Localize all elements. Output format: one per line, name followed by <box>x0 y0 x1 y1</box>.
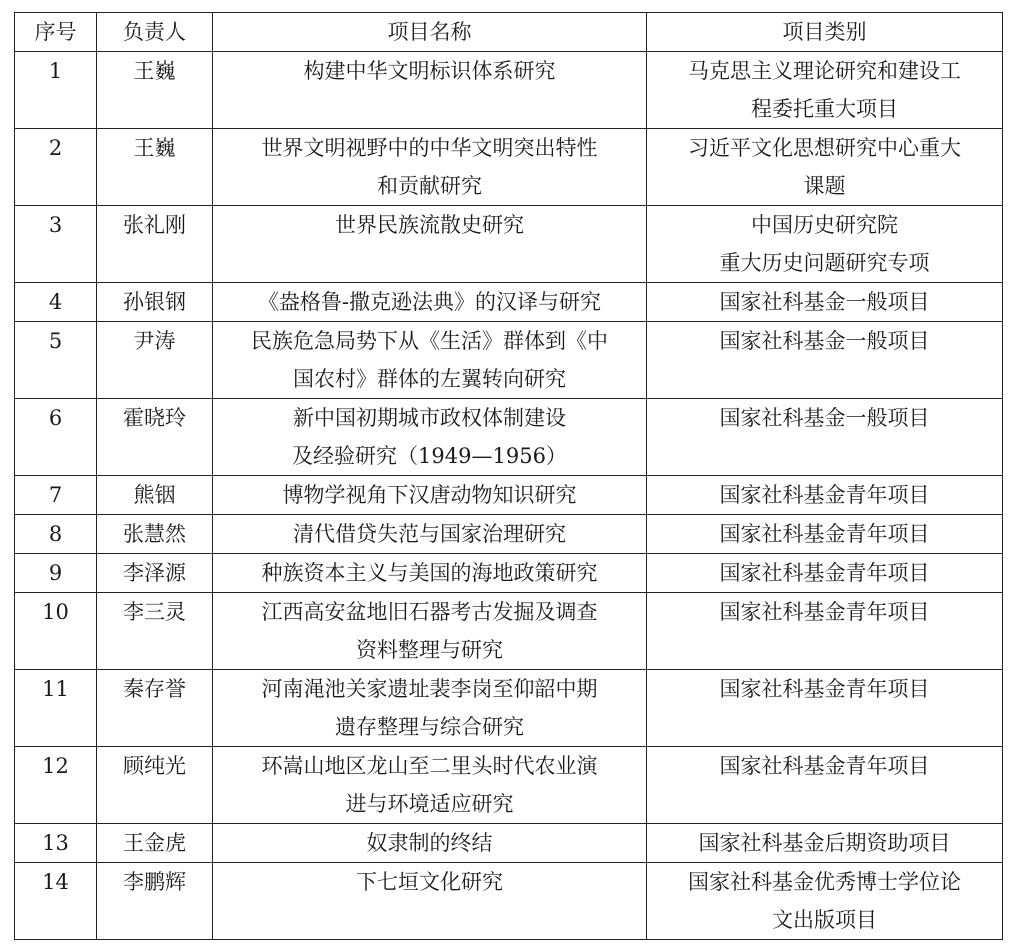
cell-project-type: 中国历史研究院 重大历史问题研究专项 <box>647 206 1003 283</box>
cell-no: 10 <box>15 593 97 670</box>
header-no: 序号 <box>15 13 97 52</box>
cell-lead: 李鹏辉 <box>97 863 213 940</box>
cell-project-type: 国家社科基金优秀博士学位论 文出版项目 <box>647 863 1003 940</box>
cell-project-name: 民族危急局势下从《生活》群体到《中 国农村》群体的左翼转向研究 <box>213 322 647 399</box>
cell-project-type: 国家社科基金青年项目 <box>647 593 1003 670</box>
table-row <box>15 283 1003 322</box>
cell-project-name: 世界文明视野中的中华文明突出特性 和贡献研究 <box>213 129 647 206</box>
header-row <box>15 13 1003 52</box>
cell-lead: 张礼刚 <box>97 206 213 283</box>
table-row <box>15 129 1003 206</box>
cell-project-name: 新中国初期城市政权体制建设 及经验研究（1949—1956） <box>213 399 647 476</box>
cell-lead: 熊铟 <box>97 476 213 515</box>
cell-project-name: 奴隶制的终结 <box>213 824 647 863</box>
cell-project-type: 国家社科基金青年项目 <box>647 747 1003 824</box>
table-row <box>15 670 1003 747</box>
cell-no: 13 <box>15 824 97 863</box>
table-row <box>15 747 1003 824</box>
cell-project-name: 《盎格鲁-撒克逊法典》的汉译与研究 <box>213 283 647 322</box>
cell-lead: 王金虎 <box>97 824 213 863</box>
table-row <box>15 554 1003 593</box>
cell-project-type: 国家社科基金青年项目 <box>647 554 1003 593</box>
cell-project-type: 习近平文化思想研究中心重大 课题 <box>647 129 1003 206</box>
cell-lead: 王巍 <box>97 129 213 206</box>
cell-lead: 孙银钢 <box>97 283 213 322</box>
cell-no: 7 <box>15 476 97 515</box>
cell-lead: 霍晓玲 <box>97 399 213 476</box>
cell-lead: 李三灵 <box>97 593 213 670</box>
cell-project-type: 国家社科基金青年项目 <box>647 515 1003 554</box>
cell-project-type: 国家社科基金青年项目 <box>647 476 1003 515</box>
cell-no: 4 <box>15 283 97 322</box>
table-row <box>15 824 1003 863</box>
cell-project-type: 国家社科基金后期资助项目 <box>647 824 1003 863</box>
cell-no: 6 <box>15 399 97 476</box>
cell-no: 2 <box>15 129 97 206</box>
table-row <box>15 515 1003 554</box>
cell-no: 5 <box>15 322 97 399</box>
table-row <box>15 863 1003 940</box>
cell-no: 8 <box>15 515 97 554</box>
cell-no: 12 <box>15 747 97 824</box>
cell-project-name: 构建中华文明标识体系研究 <box>213 52 647 129</box>
cell-project-type: 国家社科基金一般项目 <box>647 399 1003 476</box>
cell-project-type: 国家社科基金青年项目 <box>647 670 1003 747</box>
table-row <box>15 593 1003 670</box>
cell-lead: 尹涛 <box>97 322 213 399</box>
cell-project-name: 下七垣文化研究 <box>213 863 647 940</box>
cell-lead: 李泽源 <box>97 554 213 593</box>
projects-table <box>14 12 1003 940</box>
table-row <box>15 399 1003 476</box>
table-row <box>15 206 1003 283</box>
cell-no: 14 <box>15 863 97 940</box>
cell-lead: 王巍 <box>97 52 213 129</box>
cell-no: 11 <box>15 670 97 747</box>
table-row <box>15 476 1003 515</box>
cell-project-name: 种族资本主义与美国的海地政策研究 <box>213 554 647 593</box>
cell-project-name: 江西高安盆地旧石器考古发掘及调查 资料整理与研究 <box>213 593 647 670</box>
cell-no: 1 <box>15 52 97 129</box>
table-row <box>15 322 1003 399</box>
table-row <box>15 52 1003 129</box>
cell-project-type: 国家社科基金一般项目 <box>647 322 1003 399</box>
header-type: 项目类别 <box>647 13 1003 52</box>
header-name: 项目名称 <box>213 13 647 52</box>
cell-project-type: 马克思主义理论研究和建设工 程委托重大项目 <box>647 52 1003 129</box>
cell-lead: 顾纯光 <box>97 747 213 824</box>
cell-project-name: 博物学视角下汉唐动物知识研究 <box>213 476 647 515</box>
cell-project-name: 清代借贷失范与国家治理研究 <box>213 515 647 554</box>
cell-no: 9 <box>15 554 97 593</box>
cell-project-name: 环嵩山地区龙山至二里头时代农业演 进与环境适应研究 <box>213 747 647 824</box>
cell-lead: 张慧然 <box>97 515 213 554</box>
cell-project-name: 世界民族流散史研究 <box>213 206 647 283</box>
header-lead: 负责人 <box>97 13 213 52</box>
cell-lead: 秦存誉 <box>97 670 213 747</box>
cell-project-type: 国家社科基金一般项目 <box>647 283 1003 322</box>
cell-project-name: 河南渑池关家遗址裴李岗至仰韶中期 遗存整理与综合研究 <box>213 670 647 747</box>
cell-no: 3 <box>15 206 97 283</box>
